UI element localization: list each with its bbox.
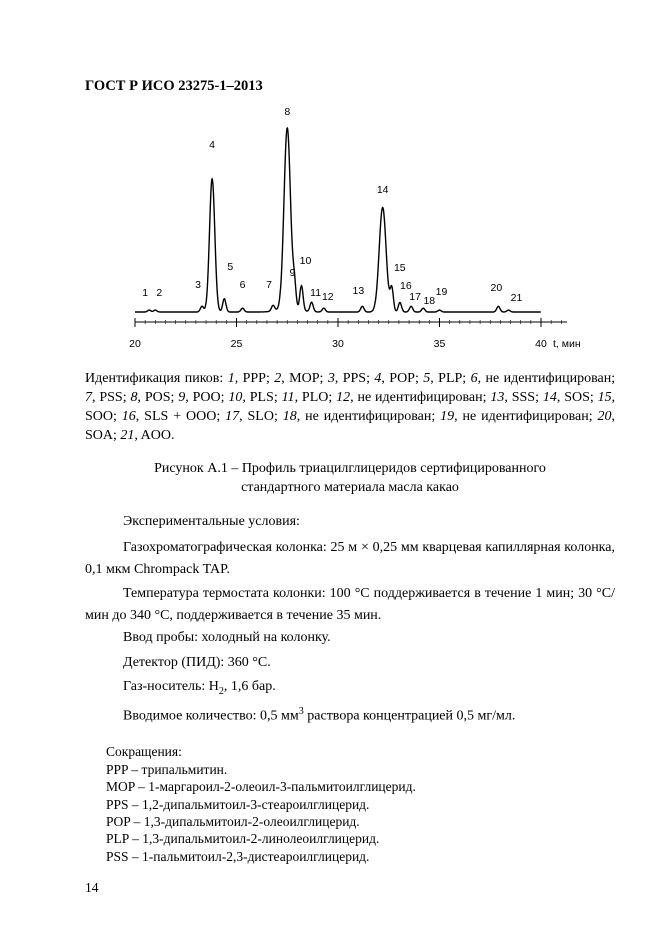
peak-id-name: , AOO. — [134, 428, 175, 443]
peak-label-15: 15 — [393, 262, 406, 274]
peak-id-number: 13 — [490, 390, 505, 405]
document-header: ГОСТ Р ИСО 23275-1–2013 — [85, 78, 263, 94]
peak-id-number: 1 — [227, 371, 235, 386]
peak-id-name: , POP; — [381, 371, 419, 386]
peak-id-name: , PLO; — [294, 390, 333, 405]
abbreviation-item: PSS – 1-пальмитоил-2,3-дистеароилглицерид. — [106, 848, 370, 864]
peak-label-12: 12 — [321, 291, 334, 303]
peak-label-21: 21 — [510, 292, 523, 304]
peak-id-number: 17 — [225, 409, 240, 424]
x-tick-label-20: 20 — [129, 338, 141, 350]
peak-id-name: , POO; — [185, 390, 225, 405]
carrier-text-end: , 1,6 бар. — [223, 679, 276, 694]
peak-id-name: , не идентифицирован; — [296, 409, 436, 424]
peak-id-name: , SOA; — [85, 409, 616, 443]
conditions-detector: Детектор (ПИД): 360 °С. — [123, 655, 271, 670]
peak-label-9: 9 — [289, 267, 296, 279]
peak-id-name: , SLS + OOO; — [135, 409, 221, 424]
peak-id-name: , MOP; — [281, 371, 324, 386]
page-number: 14 — [85, 880, 99, 895]
figure-caption — [85, 459, 615, 497]
peak-id-name: , не идентифицирован; — [477, 371, 616, 386]
volume-superscript: 3 — [298, 706, 304, 717]
abbreviation-item: POP – 1,3-дипальмитоил-2-олеоилглицерид. — [106, 813, 360, 829]
x-tick-label-35: 35 — [433, 338, 446, 350]
peak-identification-lead: Идентификация пиков: — [85, 371, 224, 386]
peak-label-17: 17 — [409, 291, 421, 303]
peak-id-number: 9 — [178, 390, 186, 405]
peak-id-number: 12 — [336, 390, 351, 405]
peak-label-11: 11 — [310, 287, 322, 299]
x-tick-label-25: 25 — [230, 338, 243, 350]
peak-label-2: 2 — [156, 287, 163, 299]
peak-id-number: 4 — [374, 371, 382, 386]
peak-id-number: 11 — [281, 390, 295, 405]
peak-id-number: 7 — [85, 390, 92, 405]
peak-id-number: 6 — [470, 371, 478, 386]
peak-label-3: 3 — [195, 279, 201, 291]
peak-id-number: 20 — [597, 409, 612, 424]
carrier-text: Газ-носитель: Н — [123, 679, 219, 694]
conditions-heading: Экспериментальные условия: — [123, 514, 300, 529]
x-axis-label: t, мин — [553, 338, 581, 350]
peak-id-number: 5 — [423, 371, 431, 386]
chromatogram-chart — [0, 0, 661, 400]
abbreviations-heading: Сокращения: — [106, 744, 182, 759]
carrier-subscript: 2 — [218, 685, 224, 697]
peak-id-name: , SLO; — [239, 409, 278, 424]
x-tick-label-30: 30 — [332, 338, 344, 350]
peak-label-13: 13 — [352, 285, 365, 297]
peak-id-number: 10 — [228, 390, 243, 405]
peak-id-number: 3 — [327, 371, 335, 386]
figure-caption-line2: стандартного материала масла какао — [241, 480, 459, 495]
peak-label-10: 10 — [299, 255, 312, 267]
peak-id-name: , PLS; — [242, 390, 278, 405]
abbreviation-item: PPS – 1,2-дипальмитоил-3-стеароилглицерид. — [106, 796, 370, 812]
peak-id-name: , не идентифицирован; — [454, 409, 593, 424]
peak-id-name: , PPS; — [334, 371, 370, 386]
conditions-volume — [85, 702, 615, 726]
peak-id-number: 19 — [440, 409, 455, 424]
abbreviation-item: PLP – 1,3-дипальмитоил-2-линолеоилглицерид. — [106, 831, 380, 847]
peak-id-number: 18 — [282, 409, 297, 424]
abbreviation-item: MOP – 1-маргароил-2-олеоил-3-пальмитоилглицерид. — [106, 779, 416, 795]
peak-label-6: 6 — [239, 279, 246, 291]
abbreviation-item: PPP – трипальмитин. — [106, 762, 228, 777]
conditions-column: Газохроматографическая колонка: 25 м × 0,25 мм кварцевая капиллярная колонка, 0,1 мкм Chrompack TAP. — [85, 540, 615, 577]
figure-caption-line1: Рисунок А.1 – Профиль триацилглицеридов сертифицированного — [154, 461, 546, 476]
peak-id-name: , не идентифицирован; — [350, 390, 487, 405]
peak-id-name: , PLP; — [430, 371, 467, 386]
x-tick-label-40: 40 — [535, 338, 547, 350]
peak-label-20: 20 — [490, 282, 503, 294]
peak-label-7: 7 — [266, 279, 272, 291]
conditions-oven: Температура термостата колонки: 100 °С поддерживается в течение 1 мин; 30 °С/мин до 340 °С, поддерживается в течение 35 мин. — [85, 586, 615, 623]
peak-id-number: 21 — [120, 428, 135, 443]
peak-label-14: 14 — [376, 184, 389, 196]
peak-id-number: 8 — [130, 390, 138, 405]
peak-label-5: 5 — [227, 261, 234, 273]
volume-text-end: раствора концентрацией 0,5 мг/мл. — [303, 708, 516, 724]
peak-id-name: , PPP; — [234, 371, 270, 386]
peak-label-16: 16 — [400, 280, 412, 292]
peak-id-number: 15 — [597, 390, 612, 405]
peak-id-name: , SOS; — [556, 390, 594, 405]
peak-label-1: 1 — [142, 287, 149, 299]
peak-id-name: , PSS; — [92, 390, 127, 405]
conditions-injection: Ввод пробы: холодный на колонку. — [123, 630, 331, 645]
peak-id-number: 16 — [121, 409, 136, 424]
peak-id-name: , SSS; — [504, 390, 539, 405]
peak-id-name: , SOO; — [85, 390, 616, 424]
peak-id-number: 2 — [274, 371, 282, 386]
conditions-carrier — [85, 677, 615, 701]
peak-identification — [85, 369, 615, 445]
peak-label-4: 4 — [209, 139, 216, 151]
peak-id-name: , POS; — [137, 390, 175, 405]
peak-label-18: 18 — [423, 295, 436, 307]
volume-text: Вводимое количество: 0,5 мм — [123, 708, 299, 724]
peak-id-number: 14 — [542, 390, 557, 405]
peak-label-19: 19 — [435, 286, 448, 298]
peak-label-8: 8 — [284, 106, 291, 118]
